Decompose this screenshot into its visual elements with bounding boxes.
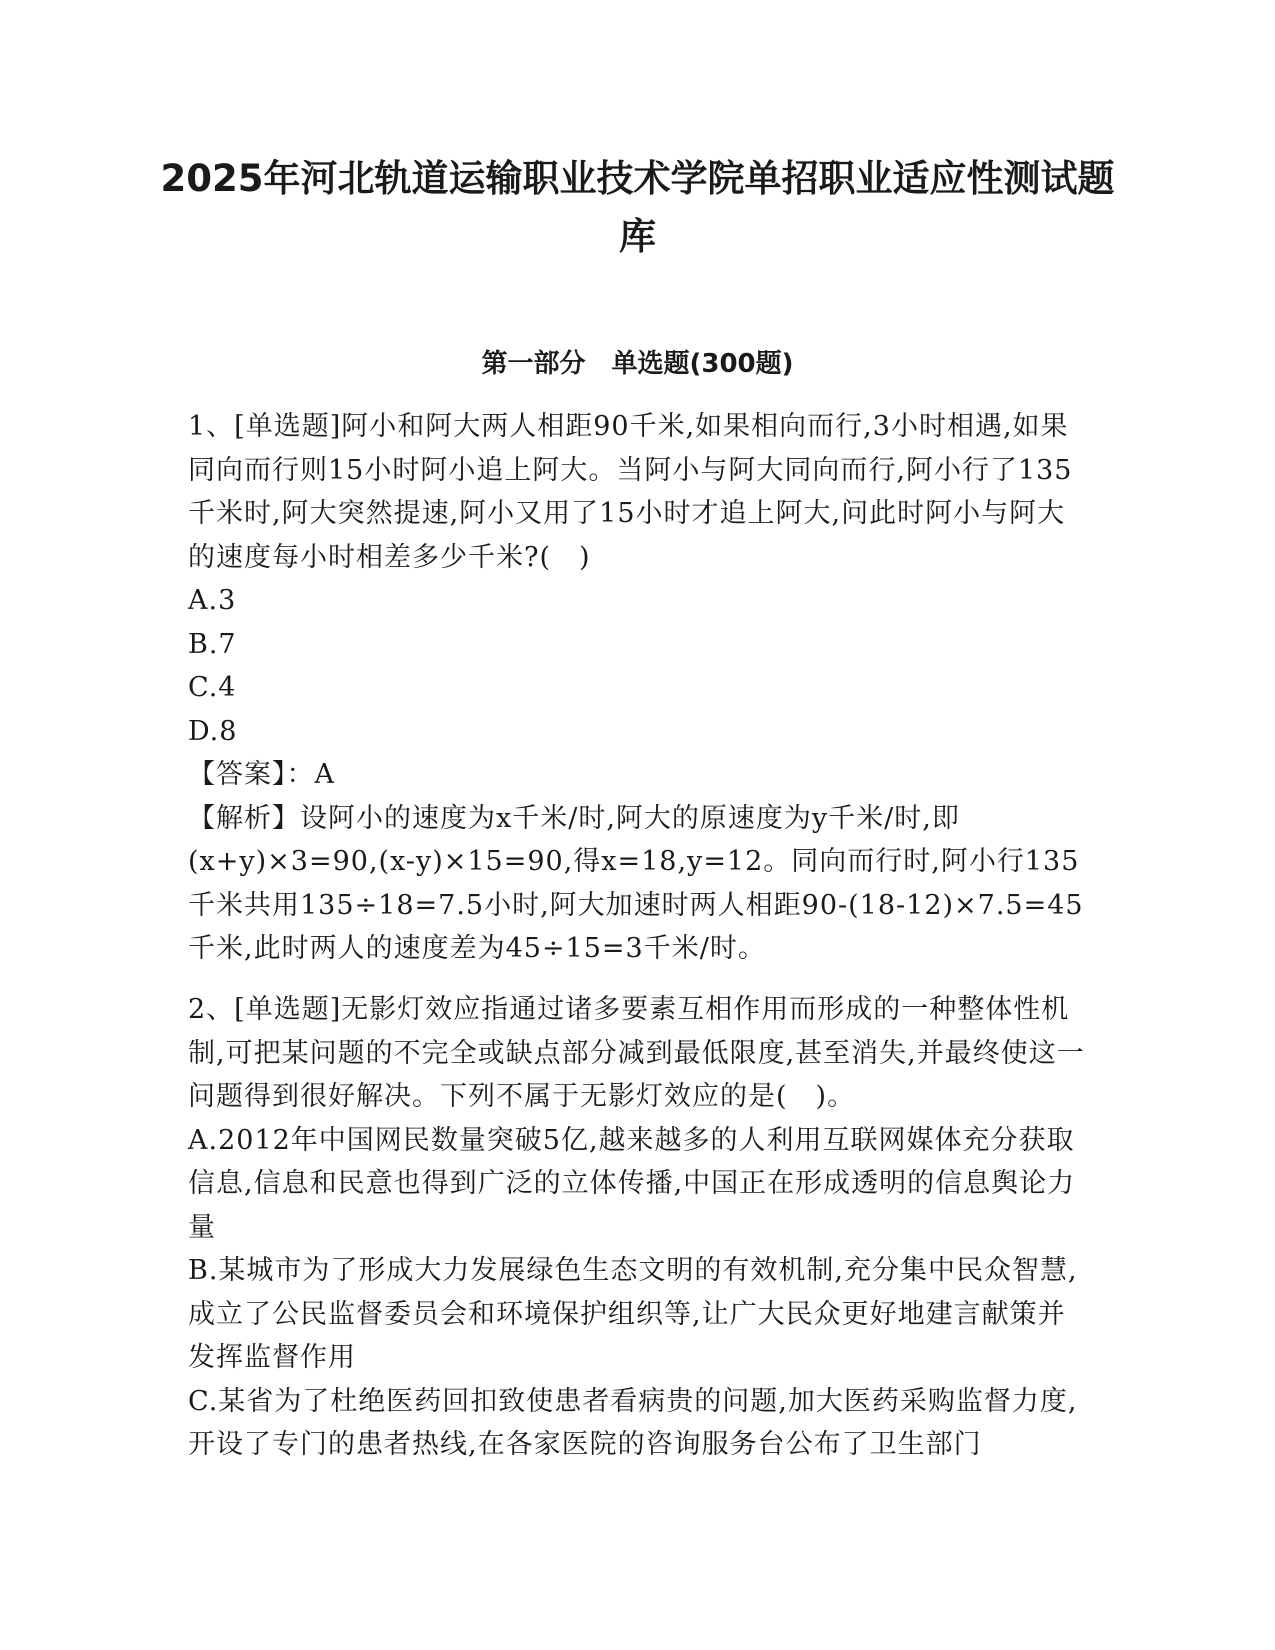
question-1 [188, 405, 1088, 971]
question-stem: 2、[单选题]无影灯效应指通过诸多要素互相作用而形成的一种整体性机制,可把某问题的不完全或缺点部分减到最低限度,甚至消失,并最终使这一问题得到很好解决。下列不属于无影灯效应的是( )。 [188, 994, 1085, 1112]
section-heading: 第一部分 单选题(300题) [481, 349, 794, 379]
question-stem: 1、[单选题]阿小和阿大两人相距90千米,如果相向而行,3小时相遇,如果同向而行则15小时阿小追上阿大。当阿小与阿大同向而行,阿小行了135千米时,阿大突然提速,阿小又用了15小时才追上阿大,问此时阿小与阿大的速度每小时相差多少千米?( ) [188, 411, 1073, 573]
document-title: 2025年河北轨道运输职业技术学院单招职业适应性测试题库 [160, 157, 1115, 258]
answer: 【答案】：A [188, 759, 335, 790]
option-c: C.4 [188, 672, 237, 703]
option-a: A.3 [188, 585, 237, 616]
option-a: A.2012年中国网民数量突破5亿,越来越多的人利用互联网媒体充分获取信息,信息和民意也得到广泛的立体传播,中国正在形成透明的信息舆论力量 [188, 1124, 1076, 1243]
option-b: B.某城市为了形成大力发展绿色生态文明的有效机制,充分集中民众智慧,成立了公民监督委员会和环境保护组织等,让广大民众更好地建言献策并发挥监督作用 [188, 1255, 1078, 1373]
option-c: C.某省为了杜绝医药回扣致使患者看病贵的问题,加大医药采购监督力度,开设了专门的患者热线,在各家医院的咨询服务台公布了卫生部门 [188, 1385, 1078, 1460]
option-b: B.7 [188, 628, 237, 660]
question-2 [188, 988, 1088, 1467]
option-d: D.8 [188, 715, 238, 747]
analysis: 【解析】设阿小的速度为x千米/时,阿大的原速度为y千米/时,即(x+y)×3=90,(x-y)×15=90,得x=18,y=12。同向而行时,阿小行135千米共用135÷18=7.5小时,阿大加速时两人相距90-(18-12)×7.5=45千米,此时两人的速度差为45÷15=3千米/时。 [188, 802, 1084, 964]
